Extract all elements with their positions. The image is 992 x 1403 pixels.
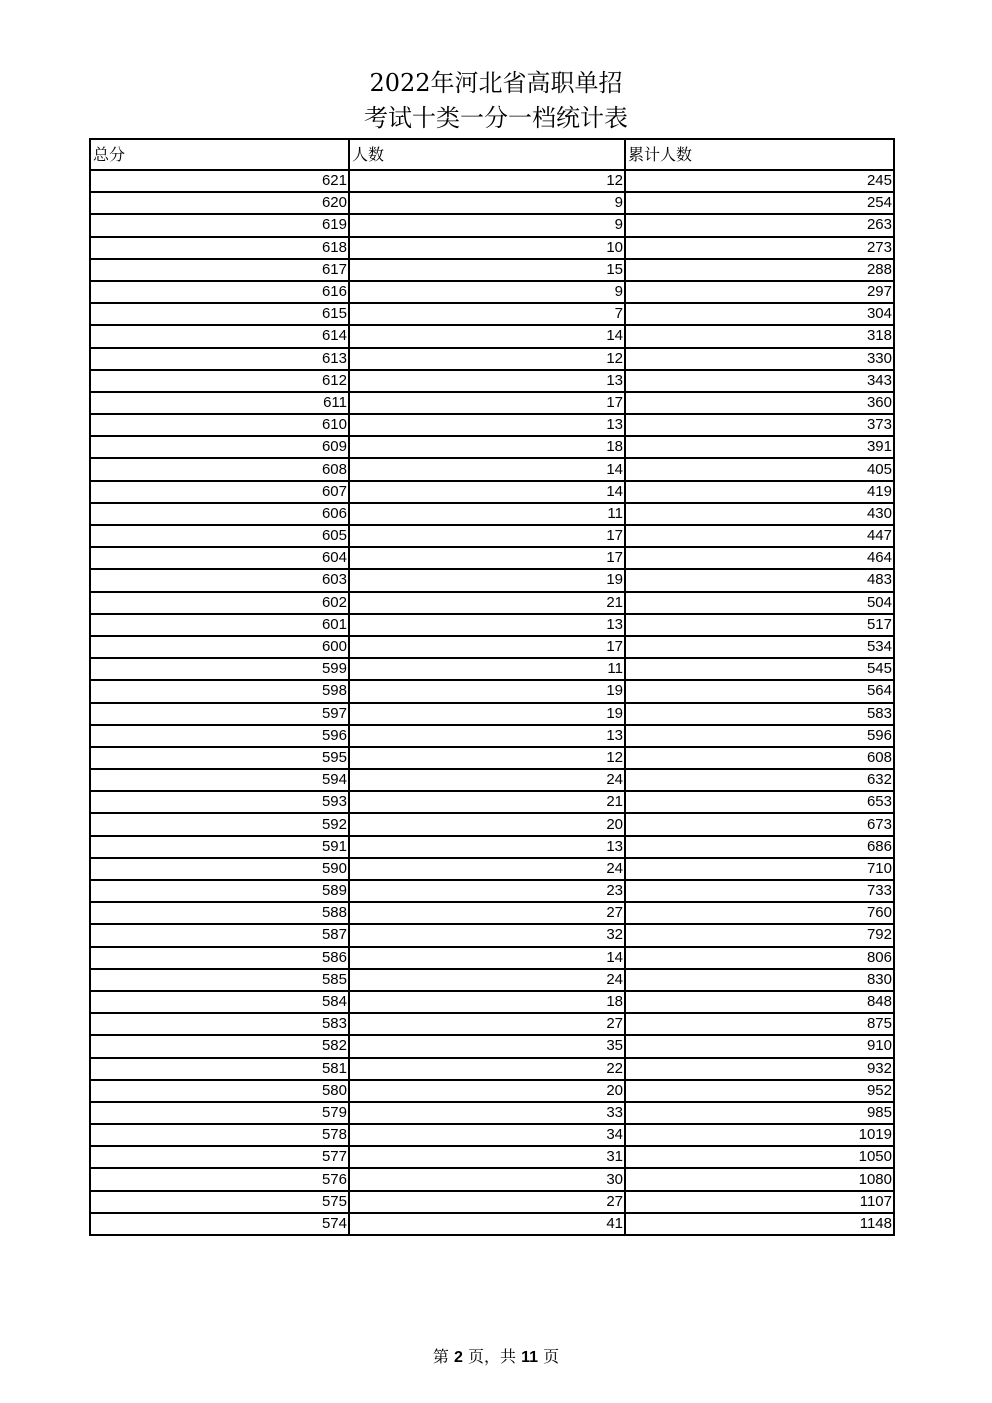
table-row: [90, 237, 894, 259]
cell-total-score: 591: [90, 836, 349, 858]
cell-total-score: 574: [90, 1213, 349, 1235]
cell-cumulative-count: 318: [625, 325, 894, 347]
cell-count: 20: [349, 1080, 625, 1102]
cell-total-score: 606: [90, 503, 349, 525]
cell-total-score: 584: [90, 991, 349, 1013]
cell-count: 13: [349, 414, 625, 436]
cell-cumulative-count: 343: [625, 370, 894, 392]
table-row: [90, 791, 894, 813]
cell-cumulative-count: 391: [625, 436, 894, 458]
cell-cumulative-count: 545: [625, 658, 894, 680]
cell-total-score: 596: [90, 725, 349, 747]
cell-count: 14: [349, 458, 625, 480]
cell-cumulative-count: 806: [625, 947, 894, 969]
cell-total-score: 587: [90, 924, 349, 946]
cell-cumulative-count: 360: [625, 392, 894, 414]
header-count: 人数: [349, 139, 625, 170]
cell-count: 15: [349, 259, 625, 281]
cell-count: 18: [349, 436, 625, 458]
cell-cumulative-count: 517: [625, 614, 894, 636]
cell-cumulative-count: 263: [625, 214, 894, 236]
cell-count: 14: [349, 947, 625, 969]
footer-prefix: 第: [432, 1347, 454, 1366]
cell-cumulative-count: 273: [625, 237, 894, 259]
footer-suffix: 页: [538, 1347, 560, 1366]
cell-total-score: 609: [90, 436, 349, 458]
cell-cumulative-count: 483: [625, 569, 894, 591]
cell-count: 17: [349, 392, 625, 414]
cell-total-score: 592: [90, 813, 349, 835]
table-row: [90, 947, 894, 969]
cell-total-score: 582: [90, 1035, 349, 1057]
table-row: [90, 1213, 894, 1235]
cell-total-score: 620: [90, 192, 349, 214]
cell-count: 17: [349, 525, 625, 547]
table-row: [90, 1191, 894, 1213]
cell-count: 14: [349, 325, 625, 347]
cell-cumulative-count: 447: [625, 525, 894, 547]
cell-total-score: 576: [90, 1168, 349, 1190]
cell-total-score: 600: [90, 636, 349, 658]
cell-total-score: 589: [90, 880, 349, 902]
table-row: [90, 458, 894, 480]
cell-count: 19: [349, 703, 625, 725]
cell-total-score: 604: [90, 547, 349, 569]
cell-cumulative-count: 875: [625, 1013, 894, 1035]
cell-count: 12: [349, 747, 625, 769]
cell-count: 9: [349, 192, 625, 214]
cell-cumulative-count: 297: [625, 281, 894, 303]
table-row: [90, 259, 894, 281]
cell-count: 19: [349, 569, 625, 591]
cell-count: 30: [349, 1168, 625, 1190]
table-row: [90, 680, 894, 702]
table-row: [90, 281, 894, 303]
cell-count: 7: [349, 303, 625, 325]
cell-total-score: 618: [90, 237, 349, 259]
table-row: [90, 658, 894, 680]
table-row: [90, 436, 894, 458]
cell-cumulative-count: 760: [625, 902, 894, 924]
footer-middle: 页，共: [462, 1347, 522, 1366]
cell-total-score: 615: [90, 303, 349, 325]
table-row: [90, 1080, 894, 1102]
cell-total-score: 608: [90, 458, 349, 480]
cell-cumulative-count: 1107: [625, 1191, 894, 1213]
cell-count: 22: [349, 1058, 625, 1080]
cell-count: 13: [349, 614, 625, 636]
cell-count: 27: [349, 1013, 625, 1035]
table-row: [90, 592, 894, 614]
cell-total-score: 610: [90, 414, 349, 436]
cell-cumulative-count: 653: [625, 791, 894, 813]
table-row: [90, 547, 894, 569]
table-row: [90, 569, 894, 591]
cell-total-score: 597: [90, 703, 349, 725]
cell-cumulative-count: 1050: [625, 1146, 894, 1168]
cell-cumulative-count: 910: [625, 1035, 894, 1057]
table-row: [90, 192, 894, 214]
score-distribution-table: [89, 138, 895, 1236]
cell-count: 27: [349, 902, 625, 924]
cell-count: 24: [349, 969, 625, 991]
cell-count: 21: [349, 592, 625, 614]
table-row: [90, 303, 894, 325]
table-row: [90, 969, 894, 991]
cell-total-score: 616: [90, 281, 349, 303]
cell-count: 32: [349, 924, 625, 946]
cell-total-score: 578: [90, 1124, 349, 1146]
cell-total-score: 603: [90, 569, 349, 591]
cell-total-score: 607: [90, 481, 349, 503]
cell-count: 41: [349, 1213, 625, 1235]
cell-total-score: 594: [90, 769, 349, 791]
table-row: [90, 1058, 894, 1080]
cell-count: 17: [349, 636, 625, 658]
cell-count: 9: [349, 214, 625, 236]
cell-total-score: 617: [90, 259, 349, 281]
cell-cumulative-count: 330: [625, 348, 894, 370]
cell-total-score: 619: [90, 214, 349, 236]
cell-count: 12: [349, 348, 625, 370]
table-row: [90, 392, 894, 414]
table-row: [90, 370, 894, 392]
table-row: [90, 503, 894, 525]
cell-cumulative-count: 596: [625, 725, 894, 747]
cell-total-score: 583: [90, 1013, 349, 1035]
cell-cumulative-count: 686: [625, 836, 894, 858]
table-row: [90, 924, 894, 946]
cell-count: 17: [349, 547, 625, 569]
cell-cumulative-count: 1148: [625, 1213, 894, 1235]
header-cumulative-count: 累计人数: [625, 139, 894, 170]
cell-count: 34: [349, 1124, 625, 1146]
cell-cumulative-count: 932: [625, 1058, 894, 1080]
cell-count: 20: [349, 813, 625, 835]
cell-count: 9: [349, 281, 625, 303]
cell-count: 13: [349, 725, 625, 747]
cell-cumulative-count: 419: [625, 481, 894, 503]
cell-cumulative-count: 792: [625, 924, 894, 946]
cell-cumulative-count: 1019: [625, 1124, 894, 1146]
table-body: [90, 170, 894, 1235]
cell-total-score: 575: [90, 1191, 349, 1213]
cell-total-score: 621: [90, 170, 349, 192]
table-row: [90, 991, 894, 1013]
table-row: [90, 725, 894, 747]
table-row: [90, 1146, 894, 1168]
table-row: [90, 813, 894, 835]
cell-cumulative-count: 464: [625, 547, 894, 569]
cell-total-score: 590: [90, 858, 349, 880]
table-row: [90, 902, 894, 924]
table-row: [90, 1124, 894, 1146]
cell-cumulative-count: 952: [625, 1080, 894, 1102]
cell-cumulative-count: 405: [625, 458, 894, 480]
table-row: [90, 170, 894, 192]
table-header-row: [90, 139, 894, 170]
cell-count: 10: [349, 237, 625, 259]
cell-cumulative-count: 564: [625, 680, 894, 702]
cell-total-score: 580: [90, 1080, 349, 1102]
cell-total-score: 611: [90, 392, 349, 414]
cell-cumulative-count: 733: [625, 880, 894, 902]
table-row: [90, 769, 894, 791]
cell-count: 14: [349, 481, 625, 503]
table-row: [90, 703, 894, 725]
document-title-line2: 考试十类一分一档统计表: [364, 104, 628, 132]
cell-cumulative-count: 710: [625, 858, 894, 880]
cell-cumulative-count: 985: [625, 1102, 894, 1124]
table-row: [90, 1168, 894, 1190]
cell-cumulative-count: 583: [625, 703, 894, 725]
cell-count: 11: [349, 503, 625, 525]
cell-total-score: 581: [90, 1058, 349, 1080]
cell-cumulative-count: 534: [625, 636, 894, 658]
cell-cumulative-count: 304: [625, 303, 894, 325]
cell-total-score: 605: [90, 525, 349, 547]
table-row: [90, 880, 894, 902]
page-footer: [0, 1344, 992, 1367]
table-row: [90, 1035, 894, 1057]
cell-count: 24: [349, 769, 625, 791]
cell-cumulative-count: 504: [625, 592, 894, 614]
cell-count: 23: [349, 880, 625, 902]
cell-total-score: 614: [90, 325, 349, 347]
cell-total-score: 612: [90, 370, 349, 392]
cell-count: 24: [349, 858, 625, 880]
cell-total-score: 613: [90, 348, 349, 370]
cell-total-score: 593: [90, 791, 349, 813]
cell-cumulative-count: 673: [625, 813, 894, 835]
table-row: [90, 525, 894, 547]
cell-count: 13: [349, 836, 625, 858]
table-row: [90, 636, 894, 658]
cell-count: 13: [349, 370, 625, 392]
cell-count: 11: [349, 658, 625, 680]
table-row: [90, 1102, 894, 1124]
cell-count: 18: [349, 991, 625, 1013]
cell-count: 27: [349, 1191, 625, 1213]
cell-total-score: 602: [90, 592, 349, 614]
total-page-count: 11: [521, 1349, 538, 1366]
cell-cumulative-count: 245: [625, 170, 894, 192]
cell-cumulative-count: 254: [625, 192, 894, 214]
table-row: [90, 348, 894, 370]
table-row: [90, 214, 894, 236]
cell-cumulative-count: 830: [625, 969, 894, 991]
table-row: [90, 747, 894, 769]
cell-cumulative-count: 632: [625, 769, 894, 791]
table-row: [90, 858, 894, 880]
cell-cumulative-count: 288: [625, 259, 894, 281]
cell-count: 33: [349, 1102, 625, 1124]
cell-cumulative-count: 373: [625, 414, 894, 436]
header-total-score: 总分: [90, 139, 349, 170]
cell-cumulative-count: 848: [625, 991, 894, 1013]
cell-total-score: 595: [90, 747, 349, 769]
table-row: [90, 836, 894, 858]
cell-count: 12: [349, 170, 625, 192]
cell-count: 35: [349, 1035, 625, 1057]
cell-total-score: 599: [90, 658, 349, 680]
cell-total-score: 601: [90, 614, 349, 636]
current-page-number: 2: [453, 1349, 463, 1366]
cell-count: 21: [349, 791, 625, 813]
cell-count: 31: [349, 1146, 625, 1168]
document-title-line1: 2022年河北省高职单招: [369, 69, 623, 97]
cell-cumulative-count: 430: [625, 503, 894, 525]
cell-total-score: 588: [90, 902, 349, 924]
cell-total-score: 586: [90, 947, 349, 969]
table-row: [90, 481, 894, 503]
cell-cumulative-count: 608: [625, 747, 894, 769]
table-row: [90, 325, 894, 347]
table-row: [90, 414, 894, 436]
cell-total-score: 577: [90, 1146, 349, 1168]
table-row: [90, 614, 894, 636]
cell-total-score: 598: [90, 680, 349, 702]
table-row: [90, 1013, 894, 1035]
cell-total-score: 579: [90, 1102, 349, 1124]
cell-count: 19: [349, 680, 625, 702]
cell-total-score: 585: [90, 969, 349, 991]
cell-cumulative-count: 1080: [625, 1168, 894, 1190]
